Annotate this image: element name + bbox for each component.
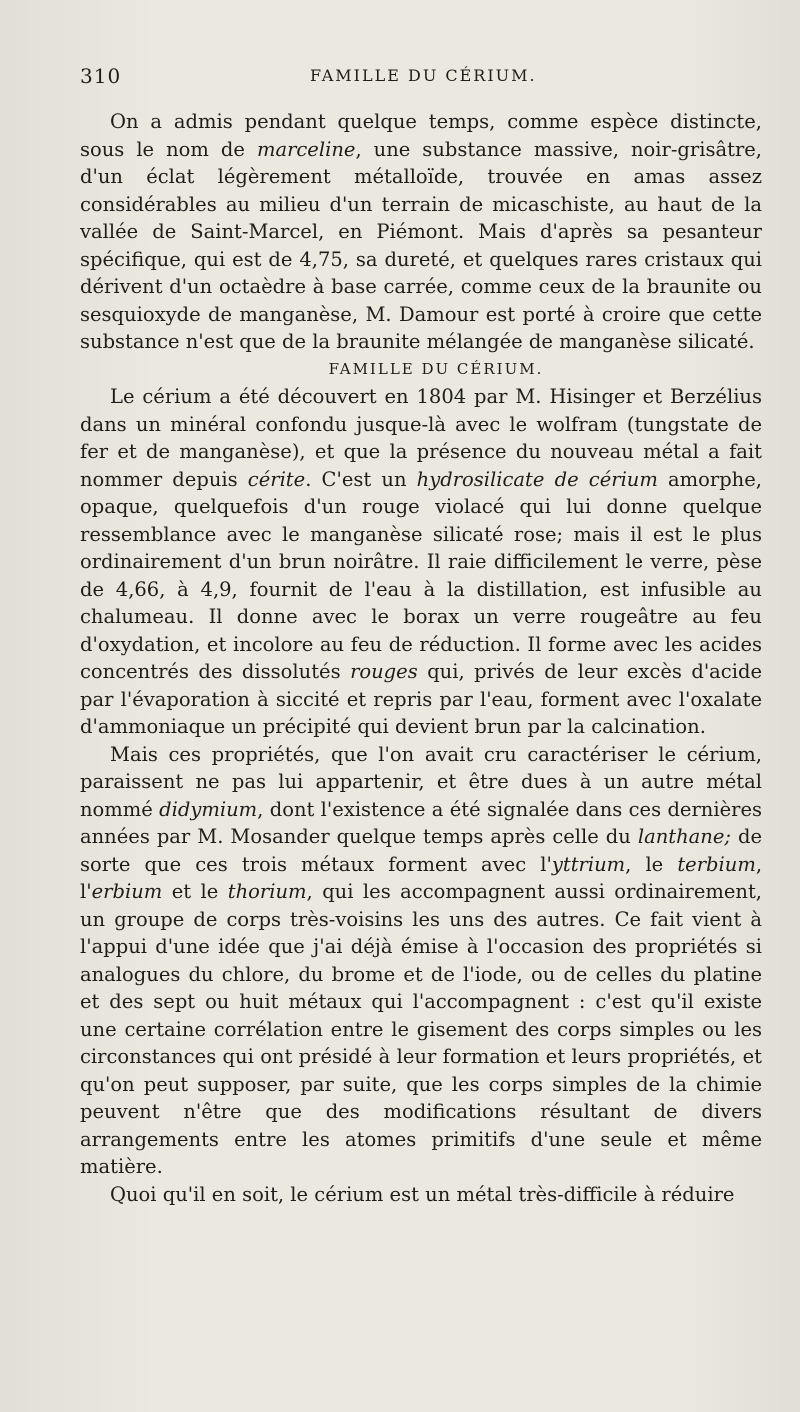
page-header (80, 64, 760, 98)
italic-term: didymium (159, 797, 258, 821)
italic-term: hydrosilicate de cérium (416, 467, 658, 491)
running-title: FAMILLE DU CÉRIUM. (310, 66, 537, 85)
paragraph-cerium-discovery: Le cérium a été découvert en 1804 par M. Hisinger et Berzélius dans un minéral confondu jusque-là avec le wolfram (tungstate de fer et de manganèse), et que la présence du nouveau métal a fait nommer depuis cérite. C'est un hydrosilicate de cérium amorphe, opaque, quelquefois d'un rouge violacé qui lui donne quelque ressemblance avec le manganèse silicaté rose; mais il est le plus ordinairement d'un brun noirâtre. Il raie difficilement le verre, pèse de 4,66, à 4,9, fournit de l'eau à la distillation, est infusible au chalumeau. Il donne avec le borax un verre rougeâtre au feu d'oxydation, et incolore au feu de réduction. Il forme avec les acides concentrés des dissolutés rouges qui, privés de leur excès d'acide par l'évaporation à siccité et repris par l'eau, forment avec l'oxalate d'ammoniaque un précipité qui devient brun par la calcination. (80, 385, 762, 738)
italic-term: yttrium (551, 852, 626, 876)
section-title: FAMILLE DU CÉRIUM. (328, 359, 544, 378)
italic-term: erbium (91, 880, 163, 903)
paragraph-didymium: Mais ces propriétés, que l'on avait cru caractériser le cérium, paraissent ne pas lui appartenir, et être dues à un autre métal nommé didymium, dont l'existence a été signalée dans ces dernières années par M. Mosander quelque temps après celle du lanthane; de sorte que ces trois métaux forment avec l'yttrium, le terbium, l'erbium et le thorium, qui les accompagnent aussi ordinairement, un groupe de corps très-voisins les uns des autres. Ce fait vient à l'appui d'une idée que j'ai déjà émise à l'occasion des propriétés si analogues du chlore, du brome et de l'iode, ou de celles du platine et des sept ou huit métaux qui l'accompagnent : c'est qu'il existe une certaine corrélation entre le gisement des corps simples ou les circonstances qui ont présidé à leur formation et leurs propriétés, et qu'on peut supposer, par suite, que les corps simples de la chimie peuvent n'être que des modifications résultant de divers arrangements entre les atomes primitifs d'une seule et même matière. (80, 742, 763, 1178)
page-number: 310 (80, 64, 122, 88)
italic-term: thorium (227, 880, 307, 903)
italic-term: marceline (256, 137, 356, 161)
paragraph-reduction: Quoi qu'il en soit, le cérium est un métal très-difficile à réduire (110, 1182, 735, 1206)
italic-term: lanthane; (637, 825, 731, 848)
body-text (80, 108, 762, 1208)
paragraph-marceline: On a admis pendant quelque temps, comme espèce distincte, sous le nom de marceline, une substance massive, noir-grisâtre, d'un éclat légèrement métalloïde, trouvée en amas assez considérables au milieu d'un terrain de micaschiste, au haut de la vallée de Saint-Marcel, en Piémont. Mais d'après sa pesanteur spécifique, qui est de 4,75, sa dureté, et quelques rares cristaux qui dérivent d'un octaèdre à base carrée, comme ceux de la braunite ou sesquioxyde de manganèse, M. Damour est porté à croire que cette substance n'est que de la braunite mélangée de manganèse silicaté. (80, 110, 763, 353)
italic-term: terbium (677, 852, 756, 876)
italic-term: cérite (247, 467, 306, 491)
italic-term: rouges (350, 660, 418, 683)
